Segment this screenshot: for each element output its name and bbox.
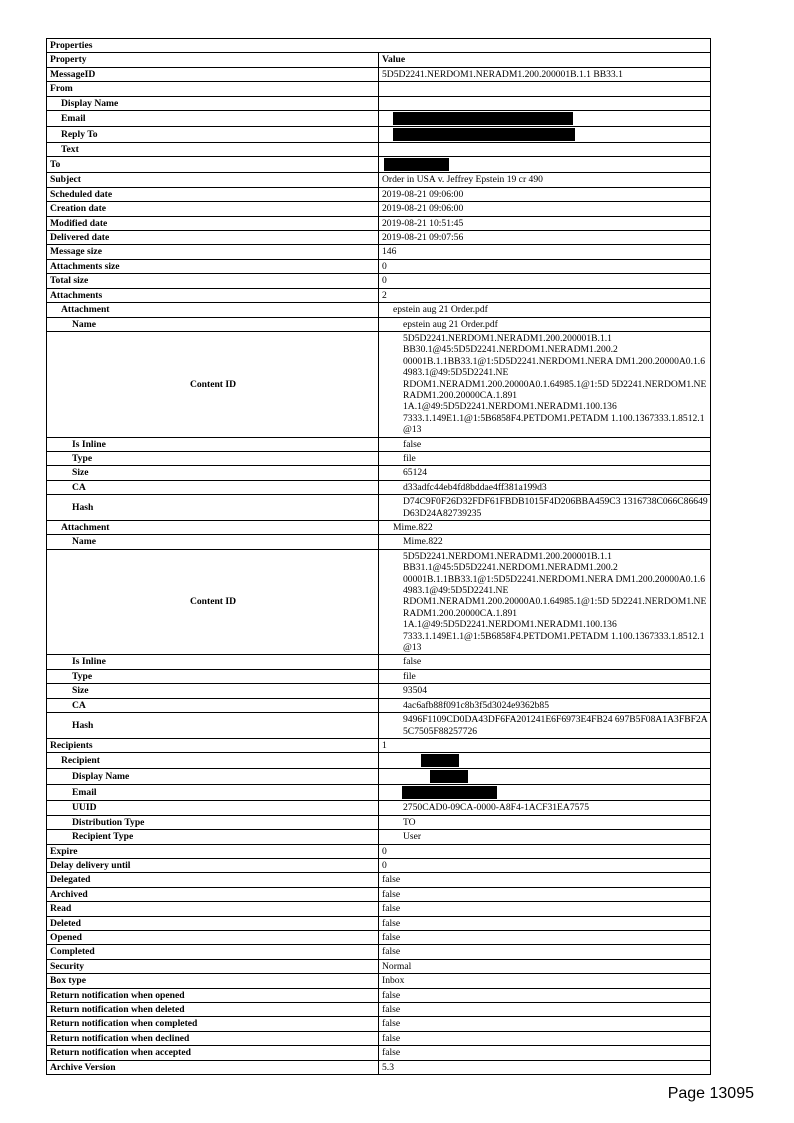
from-email-label: Email [47,111,379,127]
table-row [47,1003,711,1017]
row-key: Message size [47,245,379,259]
row-value: false [379,1031,711,1045]
row-key: Archived [47,887,379,901]
row-key: Creation date [47,202,379,216]
row-key: Security [47,959,379,973]
row-key: Modified date [47,216,379,230]
table-row [47,815,711,829]
row-key: Archive Version [47,1060,379,1074]
attachment-name-value: Mime.822 [379,535,711,549]
row-value: 5D5D2241.NERDOM1.NERADM1.200.200001B.1.1 BB33.1 [379,67,711,81]
attachment-is-inline-value: false [379,655,711,669]
row-value: Inbox [379,974,711,988]
table-row [47,231,711,245]
content-id-line: BB30.1@45:5D5D2241.NERDOM1.NERADM1.200.2 [403,344,618,356]
attachment-content-id-label: Content ID [47,331,379,437]
row-key: Completed [47,945,379,959]
row-key: Deleted [47,916,379,930]
recipient-value [379,753,711,769]
recipient-uuid-label: UUID [47,801,379,815]
content-id-line: 1A.1@49:5D5D2241.NERDOM1.NERADM1.100.136 [403,619,617,631]
table-row [47,916,711,930]
table-row [47,480,711,494]
row-key: MessageID [47,67,379,81]
row-key: Box type [47,974,379,988]
table-row [47,96,711,110]
recipient-email-label: Email [47,785,379,801]
table-row [47,451,711,465]
attachment-size-label: Size [47,466,379,480]
row-value: false [379,873,711,887]
page-number: Page 13095 [667,1085,754,1102]
content-id-line: 5D5D2241.NERDOM1.NERADM1.200.200001B.1.1 [403,332,612,344]
table-row [47,945,711,959]
table-row [47,902,711,916]
table-row [47,331,711,437]
row-value: false [379,902,711,916]
recipients-label: Recipients [47,738,379,752]
table-row [47,274,711,288]
row-value: false [379,1017,711,1031]
table-row [47,437,711,451]
content-id-line: 5D5D2241.NERDOM1.NERADM1.200.200001B.1.1 [403,550,612,562]
table-row [47,669,711,683]
from-email-value [379,111,711,127]
recipient-distribution-type-label: Distribution Type [47,815,379,829]
row-key: Return notification when deleted [47,1003,379,1017]
content-id-line: 00001B.1.1BB33.1@1:5D5D2241.NERDOM1.NERA DM1.200.20000A0.1.64983.1@49:5D5D2241.NE [403,573,705,597]
attachment-hash-value: D74C9F0F26D32FDF61FBDB1015F4D206BBA459C3 1316738C066C86649D63D24A82739235 [379,495,711,521]
row-value: 0 [379,274,711,288]
table-row [47,288,711,302]
attachment-content-id-label: Content ID [47,549,379,655]
table-row [47,713,711,739]
table-row [47,930,711,944]
redaction-block [430,770,468,783]
table-row [47,67,711,81]
row-value: 0 [379,844,711,858]
attachment-size-value: 65124 [379,466,711,480]
from-display-name-label: Display Name [47,96,379,110]
attachment-content-id-value [379,331,711,437]
table-row [47,157,711,173]
table-row [47,143,711,157]
to-value [379,157,711,173]
row-key: Subject [47,173,379,187]
recipient-type-label: Recipient Type [47,830,379,844]
row-value: false [379,1046,711,1060]
attachment-name-label: Name [47,535,379,549]
row-value: 2019-08-21 09:06:00 [379,202,711,216]
table-row [47,769,711,785]
table-row [47,535,711,549]
table-row [47,1017,711,1031]
content-id-line: 7333.1.149E1.1@1:5B6858F4.PETDOM1.PETADM 1.100.1367333.1.8512.1@13 [403,412,705,436]
table-title-row [47,39,711,53]
table-row [47,259,711,273]
row-value: false [379,916,711,930]
table-row [47,873,711,887]
row-key: Read [47,902,379,916]
row-key: Return notification when accepted [47,1046,379,1060]
table-row [47,887,711,901]
content-id-line: 00001B.1.1BB33.1@1:5D5D2241.NERDOM1.NERA DM1.200.20000A0.1.64983.1@49:5D5D2241.NE [403,355,705,379]
table-row [47,785,711,801]
row-key: Delivered date [47,231,379,245]
table-row [47,187,711,201]
recipient-email-value [379,785,711,801]
recipients-value: 1 [379,738,711,752]
attachment-type-label: Type [47,451,379,465]
row-value: 5.3 [379,1060,711,1074]
row-value: false [379,1003,711,1017]
row-key: Return notification when opened [47,988,379,1002]
table-row [47,684,711,698]
table-row [47,698,711,712]
table-row [47,1031,711,1045]
attachment-size-value: 93504 [379,684,711,698]
row-value: 2019-08-21 10:51:45 [379,216,711,230]
attachment-name-label: Name [47,317,379,331]
row-value: false [379,988,711,1002]
row-key: Total size [47,274,379,288]
recipient-uuid-value: 2750CAD0-09CA-0000-A8F4-1ACF31EA7575 [379,801,711,815]
table-row [47,173,711,187]
from-reply-to-value [379,127,711,143]
table-row [47,844,711,858]
row-key: From [47,82,379,96]
attachment-label: Attachment [47,303,379,317]
to-label: To [47,157,379,173]
row-value: 2 [379,288,711,302]
attachment-hash-label: Hash [47,713,379,739]
attachment-header-value: Mime.822 [379,521,711,535]
row-key: Attachments size [47,259,379,273]
row-value: 146 [379,245,711,259]
redaction-block [402,786,497,799]
row-value [379,82,711,96]
attachment-ca-value: d33adfc44eb4fd8bddae4ff381a199d3 [379,480,711,494]
redaction-block [393,128,575,141]
table-header-row [47,53,711,67]
header-value: Value [379,53,711,67]
table-row [47,1046,711,1060]
table-row [47,738,711,752]
recipient-label: Recipient [47,753,379,769]
attachment-content-id-value [379,549,711,655]
row-value: 2019-08-21 09:06:00 [379,187,711,201]
row-key: Return notification when declined [47,1031,379,1045]
row-key: Opened [47,930,379,944]
table-row [47,202,711,216]
row-value: false [379,945,711,959]
row-value: false [379,930,711,944]
row-value: 0 [379,858,711,872]
table-row [47,111,711,127]
attachment-label: Attachment [47,521,379,535]
attachment-is-inline-value: false [379,437,711,451]
table-row [47,858,711,872]
row-value: Order in USA v. Jeffrey Epstein 19 cr 490 [379,173,711,187]
table-row [47,988,711,1002]
from-text-value [379,143,711,157]
attachment-name-value: epstein aug 21 Order.pdf [379,317,711,331]
row-value: 2019-08-21 09:07:56 [379,231,711,245]
table-title: Properties [47,39,711,53]
attachment-ca-label: CA [47,698,379,712]
header-property: Property [47,53,379,67]
table-row [47,216,711,230]
attachment-ca-label: CA [47,480,379,494]
row-value: 0 [379,259,711,273]
redaction-block [384,158,449,171]
content-id-line: RDOM1.NERADM1.200.20000A0.1.64985.1@1:5D 5D2241.NERDOM1.NERADM1.200.20000CA.1.891 [403,596,707,619]
table-row [47,1060,711,1074]
row-value: false [379,887,711,901]
row-key: Expire [47,844,379,858]
table-row [47,317,711,331]
attachment-is-inline-label: Is Inline [47,437,379,451]
attachment-type-value: file [379,451,711,465]
content-id-line: 7333.1.149E1.1@1:5B6858F4.PETDOM1.PETADM 1.100.1367333.1.8512.1@13 [403,630,705,654]
attachment-ca-value: 4ac6afb88f091c8b3f5d3024e9362b85 [379,698,711,712]
row-value: Normal [379,959,711,973]
attachment-type-label: Type [47,669,379,683]
attachment-size-label: Size [47,684,379,698]
content-id-line: RDOM1.NERADM1.200.20000A0.1.64985.1@1:5D 5D2241.NERDOM1.NERADM1.200.20000CA.1.891 [403,378,707,401]
attachment-type-value: file [379,669,711,683]
from-display-name-value [379,96,711,110]
table-row [47,655,711,669]
attachment-header-value: epstein aug 21 Order.pdf [379,303,711,317]
table-row [47,830,711,844]
attachment-header-row [47,303,711,317]
recipient-display-name-label: Display Name [47,769,379,785]
row-key: Return notification when completed [47,1017,379,1031]
attachment-hash-value: 9496F1109CD0DA43DF6FA201241E6F6973E4FB24 697B5F08A1A3FBF2A5C7505F88257726 [379,713,711,739]
table-row [47,753,711,769]
attachment-header-row [47,521,711,535]
row-key: Delay delivery until [47,858,379,872]
row-key: Scheduled date [47,187,379,201]
attachment-hash-label: Hash [47,495,379,521]
from-reply-to-label: Reply To [47,127,379,143]
table-row [47,974,711,988]
redaction-block [393,112,573,125]
table-row [47,245,711,259]
table-row [47,959,711,973]
recipient-type-value: User [379,830,711,844]
row-key: Delegated [47,873,379,887]
content-id-line: 1A.1@49:5D5D2241.NERDOM1.NERADM1.100.136 [403,401,617,413]
table-row [47,127,711,143]
table-row [47,466,711,480]
table-row [47,549,711,655]
table-row [47,82,711,96]
table-row [47,495,711,521]
redaction-block [421,754,459,767]
attachment-is-inline-label: Is Inline [47,655,379,669]
recipient-display-name-value [379,769,711,785]
recipient-distribution-type-value: TO [379,815,711,829]
content-id-line: BB31.1@45:5D5D2241.NERDOM1.NERADM1.200.2 [403,562,618,574]
from-text-label: Text [47,143,379,157]
row-key: Attachments [47,288,379,302]
properties-table [46,38,711,1075]
table-row [47,801,711,815]
